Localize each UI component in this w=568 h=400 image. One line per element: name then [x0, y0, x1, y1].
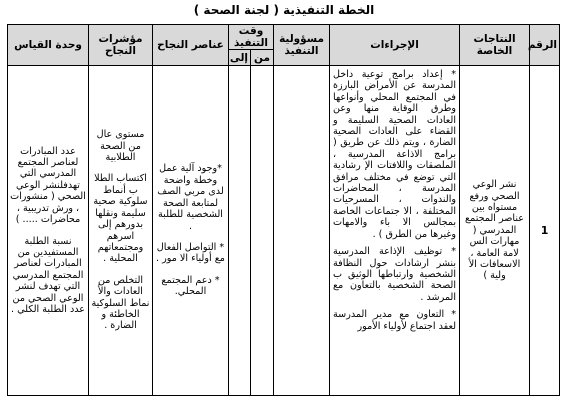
header-time: وقت التنفيذ	[229, 25, 274, 50]
cell-procedures	[330, 66, 460, 396]
indicator-item: اكتساب الطلا ب أنماط سلوكية صحية سليمة ونقلها بدورهم إلى اسرهم ومجتمعاتهم المحلية .	[93, 173, 148, 265]
procedure-item: * إعداد برامج توعية داخل المدرسة عن الأمراض البارزة في المجتمع المحلي وأنواعها وطرق الوقاية منها وعن العادات الصحية السليمة و القضاء على العادات الصحية الضارة ، ويتم ذلك عن طريق ( برامج الاذاعة المدرسية ، الملصقات واللافتات الإ رشادية التي توضع في مختلف مرافق المدرسة ، المحاضرات والندوات ، المسرحيات المختلفة ، الا جتماعات الخاصة بمجالس الا باء والامهات وغيرها من الطرق ) .	[333, 69, 457, 240]
measure-unit-item: عدد المبادرات لعناصر المجتمع المدرسي التي تهدفلنشر الوعي الصحي ( منشورات ، ورش تدريبية ، محاضرات ..... )	[10, 145, 86, 226]
header-responsibility: مسؤولية التنفيذ	[274, 25, 330, 66]
cell-indicators	[89, 66, 153, 396]
header-success-elements: عناصر النجاح	[153, 25, 229, 66]
procedure-item: * التعاون مع مدير المدرسة لعقد اجتماع لأولياء الأمور	[333, 309, 457, 332]
header-measure-unit: وحدة القياس	[8, 25, 89, 66]
success-element-item: * التواصل الفعال مع أولياء الا مور .	[156, 241, 225, 265]
cell-to	[229, 66, 251, 396]
cell-from	[251, 66, 274, 396]
cell-number: 1	[530, 66, 560, 396]
measure-unit-item: نسبة الطلبة المستفيدين من المبادرات لعناصر المجتمع المدرسي التي تهدف لنشر الوعي الصحي من عدد الطلبة الكلي .	[11, 235, 85, 315]
header-outcomes: النتاجات الخاصة	[460, 25, 530, 66]
execution-plan-table	[7, 24, 560, 396]
indicator-item: مستوى عال من الصحة الطلابية	[96, 129, 145, 164]
success-element-item: *وجود آلية عمل وخطة واضحة لدى مربي الصف لمتابعة الصحة الشخصية للطلبة .	[157, 163, 224, 232]
cell-measure-unit	[8, 66, 89, 396]
success-element-item: * دعم المجتمع المحلي.	[161, 274, 220, 298]
table-row	[8, 66, 560, 396]
header-to: إلى	[229, 50, 251, 66]
header-number: الرقم	[530, 25, 560, 66]
document-title: الخطة التنفيذية ( لجنة الصحة )	[193, 3, 375, 17]
cell-responsibility	[274, 66, 330, 396]
cell-success-elements	[153, 66, 229, 396]
header-row	[8, 25, 560, 50]
header-from: من	[251, 50, 274, 66]
cell-outcomes: نشر الوعي الصحي ورفع مستواه بين عناصر المجتمع المدرسي ( مهارات الس لامة العامة ، الاسعافات الأ ولية )	[460, 66, 530, 396]
procedure-item: * توظيف الإذاعة المدرسية بنشر ارشادات حول النظافة الشخصية وارتباطها الوثيق ب الصحة الشخصية بالتعاون مع المرشد .	[333, 246, 457, 303]
indicator-item: التخلص من العادات والأ نماط السلوكية الخاطئة و الضارة .	[91, 274, 150, 332]
header-procedures: الإجراءات	[330, 25, 460, 66]
header-indicators: مؤشرات النجاح	[89, 25, 153, 66]
